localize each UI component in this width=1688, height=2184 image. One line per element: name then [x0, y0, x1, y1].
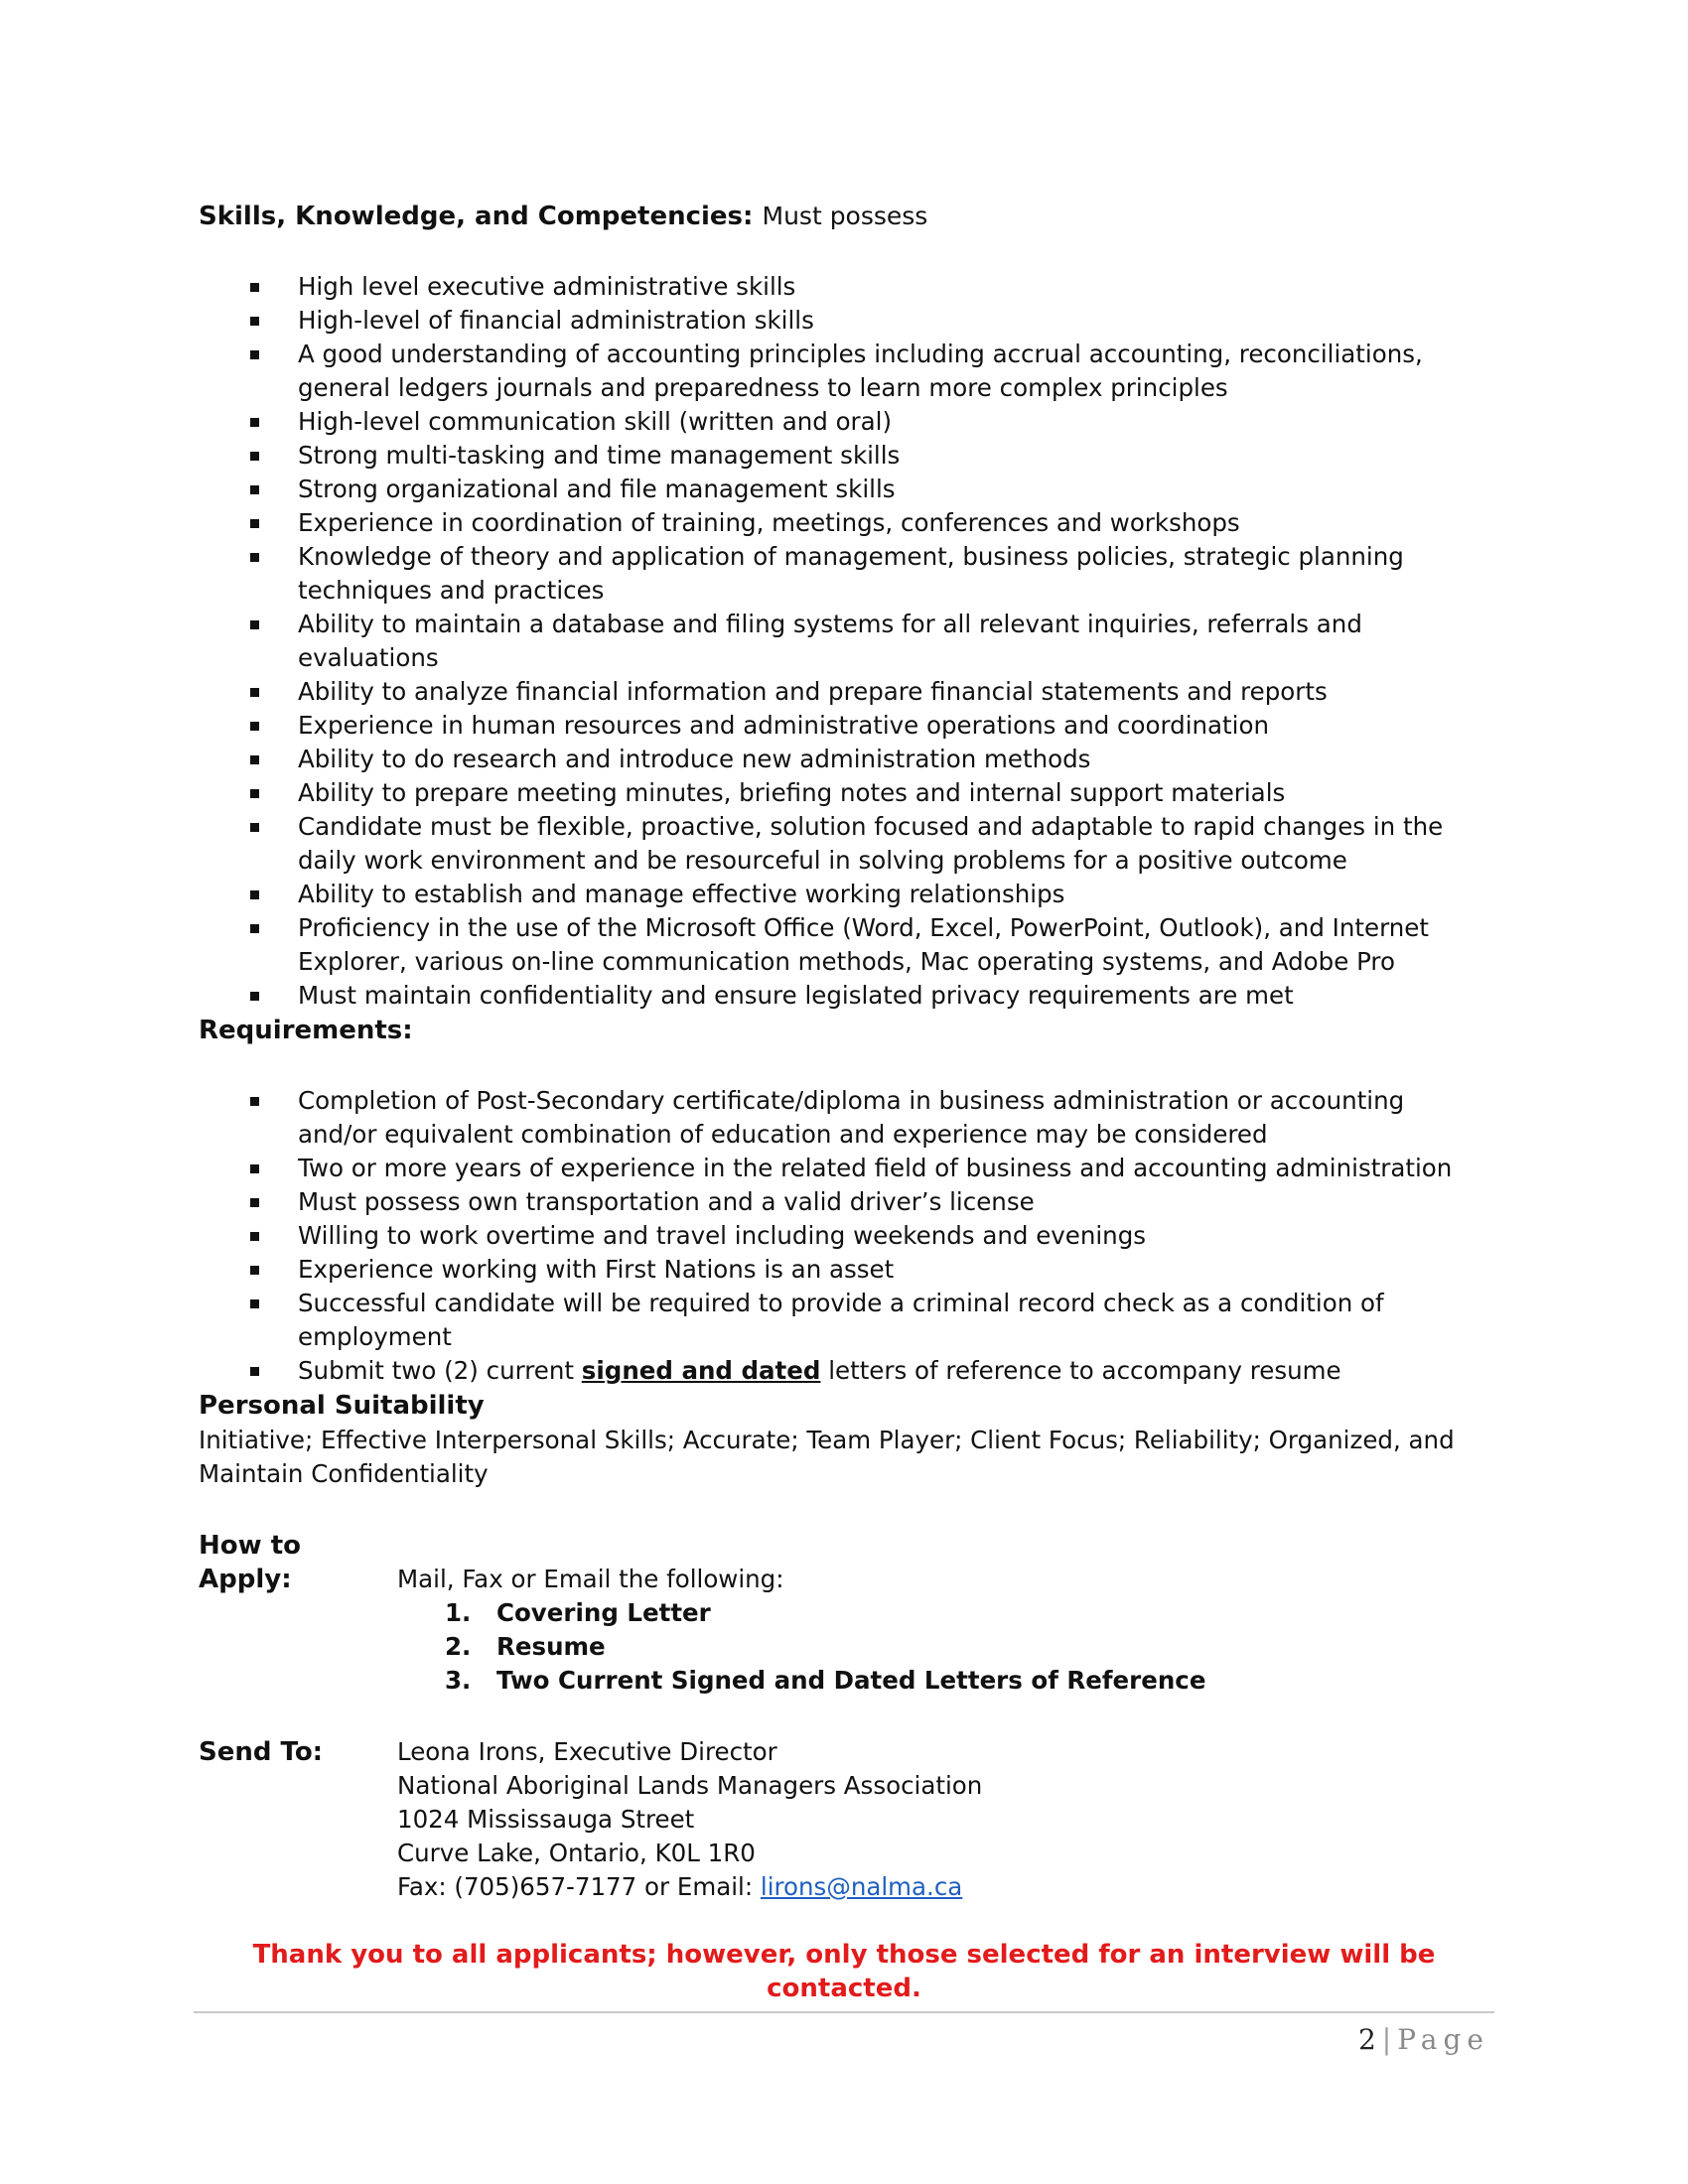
page-footer [1358, 2023, 1489, 2056]
list-item: Candidate must be flexible, proactive, solution focused and adaptable to rapid changes in the daily work environment and be resourceful in solving problems for a positive outcome [199, 810, 1489, 878]
fax-email-line [397, 1870, 982, 1904]
list-item: Must possess own transportation and a valid driver’s license [199, 1185, 1489, 1219]
list-item: Willing to work overtime and travel including weekends and evenings [199, 1219, 1489, 1253]
list-item: Experience working with First Nations is an asset [199, 1253, 1489, 1287]
item-number: 3. [445, 1666, 472, 1695]
how-to-apply-section [199, 1529, 1489, 1698]
page-number: 2 [1357, 2023, 1376, 2056]
requirements-heading: Requirements: [199, 1016, 413, 1045]
contact-name: Leona Irons, Executive Director [397, 1737, 777, 1766]
applicant-notice: Thank you to all applicants; however, only those selected for an interview will be contacted. [252, 1940, 1436, 2003]
how-to-apply-intro: Mail, Fax or Email the following: [397, 1565, 784, 1593]
suitability-heading: Personal Suitability [199, 1391, 485, 1421]
list-item [445, 1664, 1489, 1698]
city-postal: Curve Lake, Ontario, K0L 1R0 [397, 1839, 756, 1867]
item-number: 1. [445, 1598, 472, 1627]
list-item: Completion of Post-Secondary certificate/diploma in business administration or accounting and/or equivalent combination of education and experience may be considered [199, 1084, 1489, 1152]
mailing-address [397, 1735, 982, 1904]
list-item [445, 1630, 1489, 1664]
skills-heading [199, 199, 1489, 234]
page-content [199, 199, 1489, 2005]
skills-heading-tail: Must possess [762, 202, 928, 230]
send-to-section [199, 1735, 1489, 1904]
email-link[interactable]: lirons@nalma.ca [760, 1872, 963, 1901]
list-item: High level executive administrative skills [199, 270, 1489, 304]
list-item: A good understanding of accounting principles including accrual accounting, reconciliations, general ledgers journals and preparedness to learn more complex principles [199, 338, 1489, 405]
send-to-label: Send To: [199, 1737, 324, 1767]
list-item: Two or more years of experience in the related field of business and accounting administration [199, 1152, 1489, 1185]
apply-documents-list [445, 1596, 1489, 1698]
item-text: Resume [496, 1632, 606, 1661]
item-number: 2. [445, 1632, 472, 1661]
suitability-text: Initiative; Effective Interpersonal Skills; Accurate; Team Player; Client Focus; Reliability; Organized, and Maintain Confidentiality [199, 1426, 1455, 1488]
page-word: Page [1397, 2023, 1489, 2056]
list-item: High-level of financial administration skills [199, 304, 1489, 338]
reference-text-before: Submit two (2) current [298, 1356, 582, 1385]
reference-text-after: letters of reference to accompany resume [820, 1356, 1341, 1385]
list-item: Ability to maintain a database and filing systems for all relevant inquiries, referrals and evaluations [199, 608, 1489, 675]
item-text: Two Current Signed and Dated Letters of Reference [496, 1666, 1206, 1695]
list-item: High-level communication skill (written and oral) [199, 405, 1489, 439]
list-item: Strong multi-tasking and time management skills [199, 439, 1489, 473]
skills-list [199, 270, 1489, 1013]
list-item: Ability to analyze financial information and prepare financial statements and reports [199, 675, 1489, 709]
street-address: 1024 Mississauga Street [397, 1805, 695, 1834]
list-item: Ability to do research and introduce new administration methods [199, 743, 1489, 776]
list-item: Experience in coordination of training, meetings, conferences and workshops [199, 506, 1489, 540]
list-item: Strong organizational and file management skills [199, 473, 1489, 506]
list-item: Knowledge of theory and application of management, business policies, strategic planning techniques and practices [199, 540, 1489, 608]
skills-heading-title: Skills, Knowledge, and Competencies: [199, 202, 754, 231]
list-item: Proficiency in the use of the Microsoft Office (Word, Excel, PowerPoint, Outlook), and Internet Explorer, various on-line communication methods, Mac operating systems, and Adobe Pro [199, 911, 1489, 979]
list-item: Ability to establish and manage effective working relationships [199, 878, 1489, 911]
list-item: Successful candidate will be required to provide a criminal record check as a condition of employment [199, 1287, 1489, 1354]
organization-name: National Aboriginal Lands Managers Association [397, 1771, 983, 1800]
how-to-apply-label: How to Apply: [199, 1531, 301, 1594]
footer-separator: | [1381, 2023, 1392, 2056]
list-item: Must maintain confidentiality and ensure legislated privacy requirements are met [199, 979, 1489, 1013]
requirements-list [199, 1084, 1489, 1388]
item-text: Covering Letter [496, 1598, 711, 1627]
fax-text: Fax: (705)657-7177 or Email: [397, 1872, 761, 1901]
list-item: Ability to prepare meeting minutes, briefing notes and internal support materials [199, 776, 1489, 810]
list-item [445, 1596, 1489, 1630]
signed-dated-emphasis: signed and dated [581, 1356, 821, 1385]
list-item [199, 1354, 1489, 1388]
list-item: Experience in human resources and administrative operations and coordination [199, 709, 1489, 743]
footer-divider [194, 2011, 1494, 2013]
